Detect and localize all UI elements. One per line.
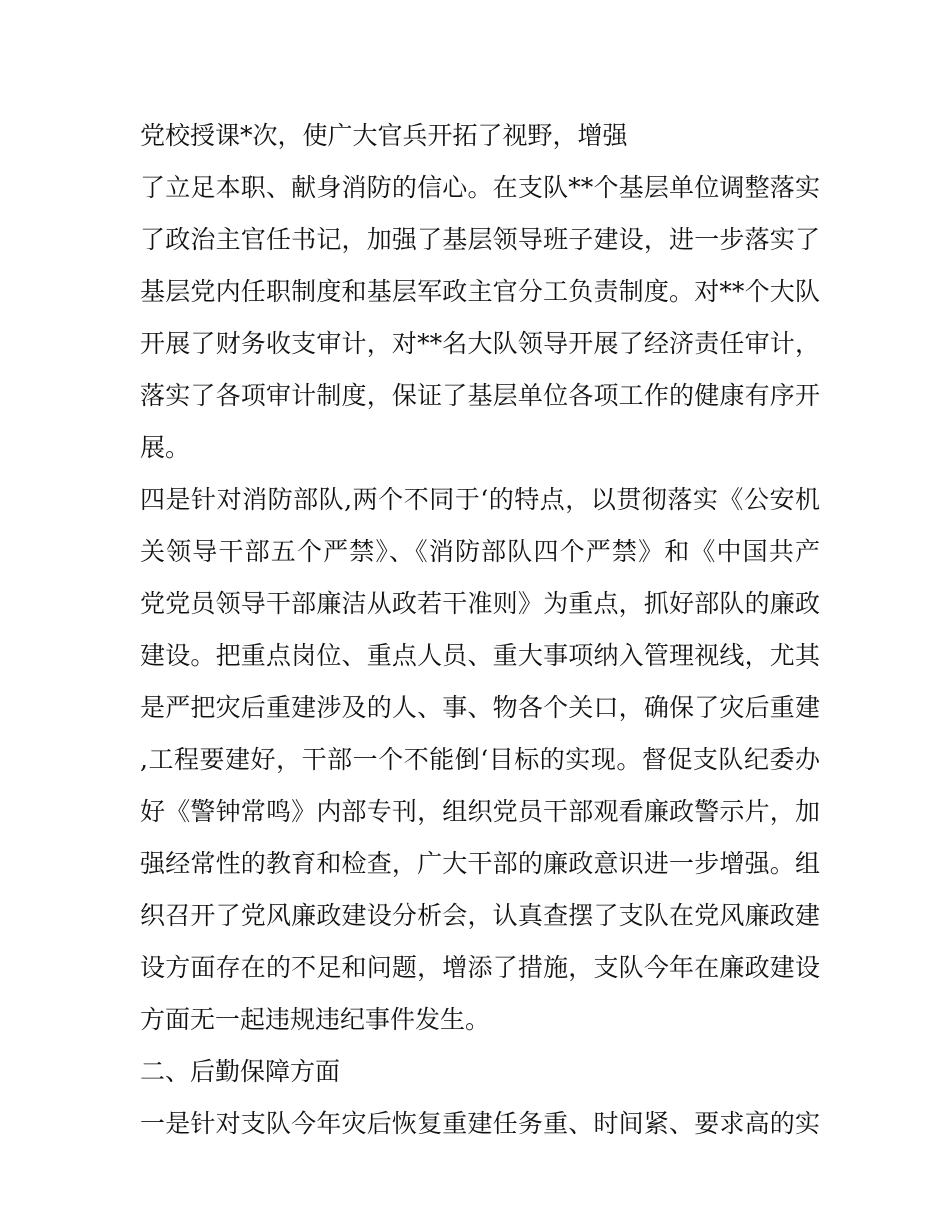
text-line: 了政治主官任书记，加强了基层领导班子建设，进一步落实了 bbox=[140, 225, 820, 254]
text-line: 四是针对消防部队,两个不同于‘的特点，以贯彻落实《公安机 bbox=[140, 485, 820, 514]
text-line: 开展了财务收支审计，对**名大队领导开展了经济责任审计， bbox=[140, 329, 820, 358]
section-heading: 二、后勤保障方面 bbox=[140, 1057, 341, 1086]
text-line: 设方面存在的不足和问题，增添了措施，支队今年在廉政建设 bbox=[140, 953, 820, 982]
text-line: ,工程要建好，干部一个不能倒‘目标的实现。督促支队纪委办 bbox=[140, 745, 820, 774]
text-line: 建设。把重点岗位、重点人员、重大事项纳入管理视线，尤其 bbox=[140, 641, 820, 670]
text-line: 好《警钟常鸣》内部专刊，组织党员干部观看廉政警示片，加 bbox=[140, 797, 820, 826]
text-line: 织召开了党风廉政建设分析会，认真查摆了支队在党风廉政建 bbox=[140, 901, 820, 930]
text-line: 基层党内任职制度和基层军政主官分工负责制度。对**个大队 bbox=[140, 277, 820, 306]
text-line: 党党员领导干部廉洁从政若干准则》为重点，抓好部队的廉政 bbox=[140, 589, 820, 618]
text-line: 一是针对支队今年灾后恢复重建任务重、时间紧、要求高的实 bbox=[140, 1109, 820, 1138]
text-line: 落实了各项审计制度，保证了基层单位各项工作的健康有序开 bbox=[140, 381, 820, 410]
text-line: 强经常性的教育和检查，广大干部的廉政意识进一步增强。组 bbox=[140, 849, 820, 878]
text-line: 展。 bbox=[140, 433, 191, 462]
text-line: 党校授课*次，使广大官兵开拓了视野，增强 bbox=[140, 121, 628, 150]
text-line: 关领导干部五个严禁》、《消防部队四个严禁》和《中国共产 bbox=[140, 537, 820, 566]
text-line: 方面无一起违规违纪事件发生。 bbox=[140, 1005, 491, 1034]
text-line: 是严把灾后重建涉及的人、事、物各个关口，确保了灾后重建 bbox=[140, 693, 820, 722]
text-line: 了立足本职、献身消防的信心。在支队**个基层单位调整落实 bbox=[140, 173, 820, 202]
body-text bbox=[140, 110, 820, 1150]
